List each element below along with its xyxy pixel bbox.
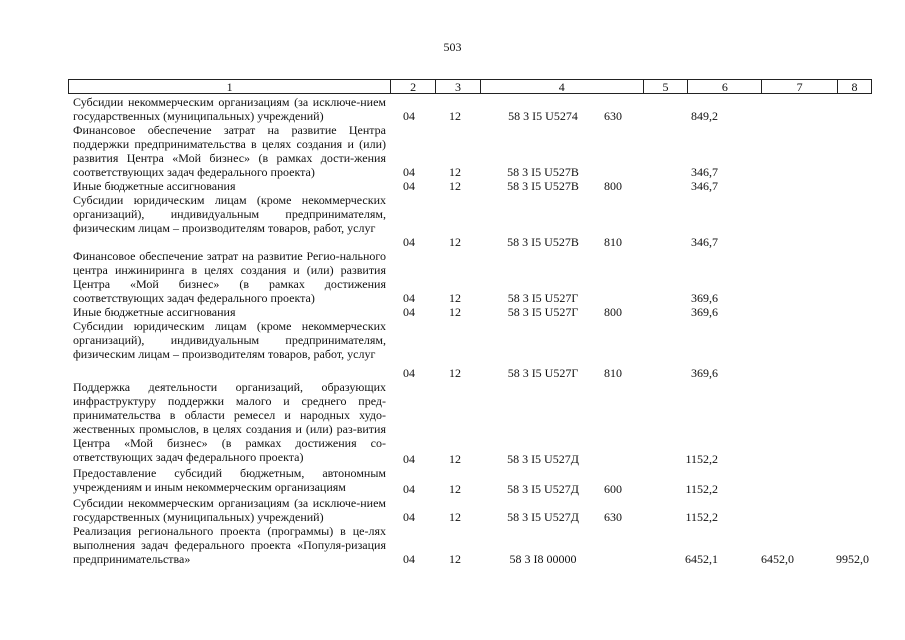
row-name: Субсидии некоммерческим организациям (за исключе-нием государственных (муниципальных) учреждений) [73,496,386,524]
row-col-4: 58 3 I5 U527В [507,179,579,193]
table-row [68,305,872,319]
row-col-2: 04 [403,109,415,123]
row-col-3: 12 [449,482,461,496]
row-col-7: 6452,0 [761,552,794,566]
row-col-5: 810 [604,235,622,249]
row-col-6: 1152,2 [685,482,718,496]
table-row [68,193,872,249]
row-col-6: 346,7 [691,179,718,193]
row-col-6: 346,7 [691,165,718,179]
table-header [68,79,872,94]
table-row [68,466,872,496]
row-name: Иные бюджетные ассигнования [73,179,236,193]
row-col-2: 04 [403,366,415,380]
row-col-2: 04 [403,552,415,566]
table-row [68,95,872,123]
row-col-5: 630 [604,510,622,524]
row-col-3: 12 [449,366,461,380]
row-col-2: 04 [403,291,415,305]
row-col-6: 1152,2 [685,452,718,466]
row-col-3: 12 [449,291,461,305]
table-row [68,380,872,466]
header-col-4: 4 [480,80,643,93]
row-col-6: 369,6 [691,291,718,305]
row-col-3: 12 [449,305,461,319]
row-col-2: 04 [403,165,415,179]
header-col-1: 1 [226,80,233,94]
row-col-3: 12 [449,235,461,249]
table-row [68,179,872,193]
row-col-6: 1152,2 [685,510,718,524]
row-name: Финансовое обеспечение затрат на развитие Центра поддержки предпринимательства в целях создания и (или) развития Центра «Мой бизнес» (в рамках дости-жения соответствующих задач федерального проекта) [73,123,386,179]
row-col-4: 58 3 I5 U5274 [508,109,578,123]
row-col-2: 04 [403,510,415,524]
header-col-7: 7 [761,80,837,93]
row-col-5: 800 [604,305,622,319]
row-col-4: 58 3 I5 U527В [507,235,579,249]
header-col-5: 5 [643,80,688,93]
row-name: Субсидии юридическим лицам (кроме некоммерческих организаций), индивидуальным предпринимателям, физическим лицам – производителям товаров, работ, услуг [73,319,386,361]
header-col-8: 8 [837,80,871,93]
row-col-3: 12 [449,179,461,193]
row-col-5: 810 [604,366,622,380]
table-row [68,249,872,305]
table-row [68,123,872,179]
row-col-2: 04 [403,452,415,466]
row-col-3: 12 [449,452,461,466]
row-col-3: 12 [449,510,461,524]
row-col-4: 58 3 I5 U527Г [507,291,579,305]
header-col-6: 6 [687,80,761,93]
header-col-2: 2 [390,80,435,93]
row-col-4: 58 3 I8 00000 [509,552,577,566]
page-number: 503 [443,40,462,54]
table-row [68,496,872,524]
row-col-4: 58 3 I5 U527Г [507,366,579,380]
row-name: Реализация регионального проекта (программы) в це-лях выполнения задач федерального проекта «Популя-ризация предпринимательства» [73,524,386,566]
header-col-3: 3 [435,80,480,93]
row-col-2: 04 [403,179,415,193]
row-col-4: 58 3 I5 U527Д [507,482,579,496]
row-col-8: 9952,0 [836,552,869,566]
row-name: Субсидии юридическим лицам (кроме некоммерческих организаций), индивидуальным предпринимателям, физическим лицам – производителям товаров, работ, услуг [73,193,386,235]
row-col-6: 369,6 [691,366,718,380]
row-col-4: 58 3 I5 U527Д [507,452,579,466]
row-col-2: 04 [403,305,415,319]
row-name: Поддержка деятельности организаций, образующих инфраструктуру поддержки малого и среднего пред-принимательства в области ремесел и народных худо-жественных промыслов, в целях создания и (или) раз-вития Центра «Мой бизнес» (в рамках достижения со-ответствующих задач федерального проекта) [73,380,386,464]
row-col-5: 800 [604,179,622,193]
row-col-4: 58 3 I5 U527Д [507,510,579,524]
row-col-5: 630 [604,109,622,123]
row-name: Предоставление субсидий бюджетным, автономным учреждениям и иным некоммерческим организациям [73,466,386,494]
row-col-2: 04 [403,235,415,249]
row-col-6: 369,6 [691,305,718,319]
row-col-4: 58 3 I5 U527В [507,165,579,179]
row-col-6: 346,7 [691,235,718,249]
row-col-2: 04 [403,482,415,496]
table-row [68,524,872,566]
row-name: Субсидии некоммерческим организациям (за исключе-нием государственных (муниципальных) учреждений) [73,95,386,123]
row-name: Иные бюджетные ассигнования [73,305,236,319]
row-col-3: 12 [449,165,461,179]
table-row [68,319,872,380]
row-col-4: 58 3 I5 U527Г [507,305,579,319]
row-col-6: 6452,1 [685,552,718,566]
row-col-6: 849,2 [691,109,718,123]
row-name: Финансовое обеспечение затрат на развитие Регио-нального центра инжиниринга в целях создания и (или) развития Центра «Мой бизнес» (в рамках достижения соответствующих задач федерального проекта) [73,249,386,305]
row-col-3: 12 [449,109,461,123]
row-col-3: 12 [449,552,461,566]
row-col-5: 600 [604,482,622,496]
